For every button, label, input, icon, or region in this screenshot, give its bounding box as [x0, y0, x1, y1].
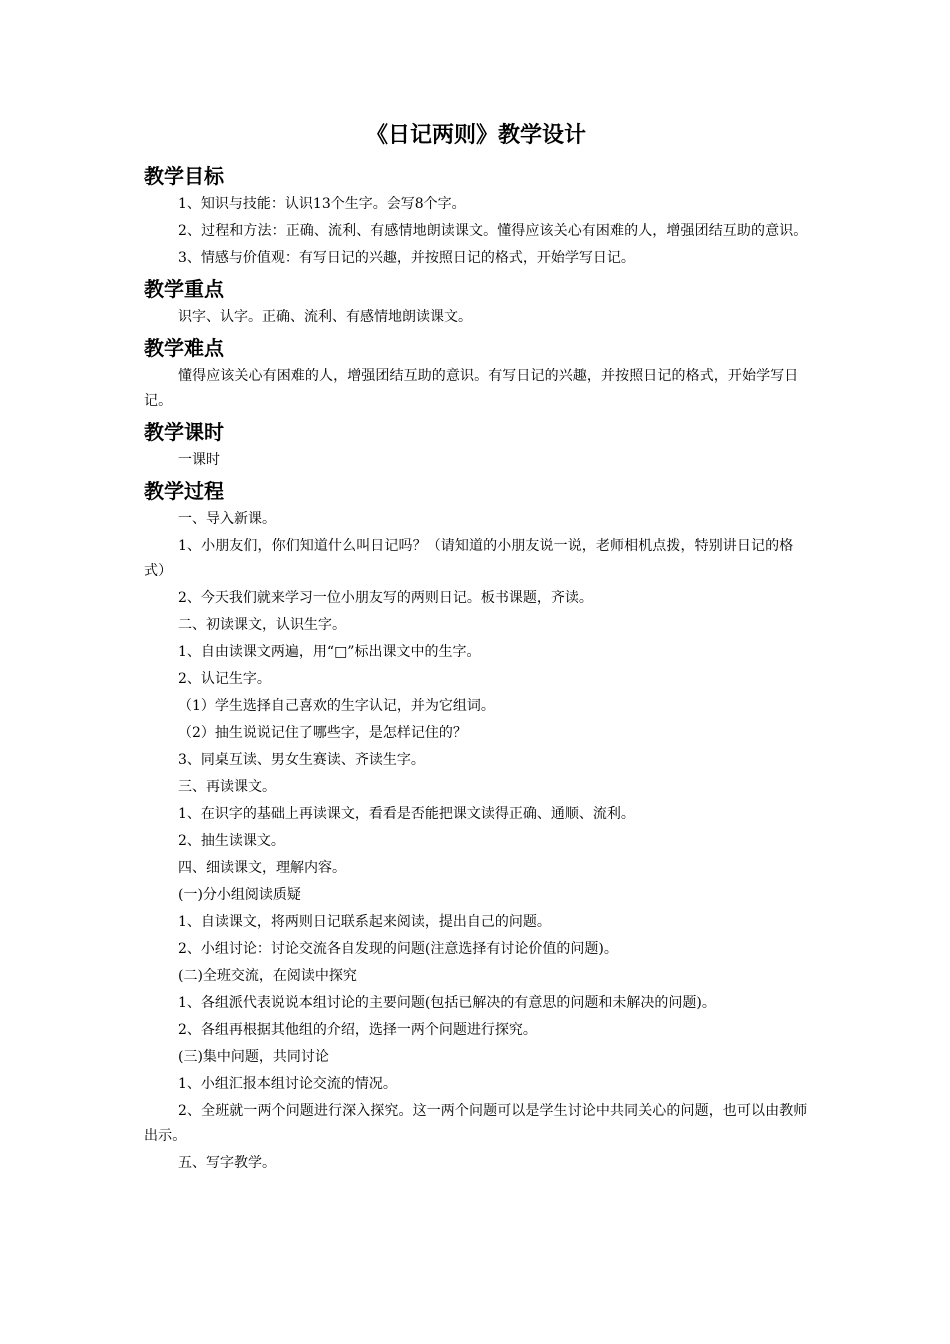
paragraph: 2、过程和方法：正确、流利、有感情地朗读课文。懂得应该关心有困难的人，增强团结互助的意识。 — [178, 223, 808, 239]
paragraph: 1、小组汇报本组讨论交流的情况。 — [178, 1076, 397, 1092]
section-difficulties — [144, 332, 808, 414]
paragraph: 2、抽生读课文。 — [178, 833, 285, 849]
section-heading: 教学课时 — [144, 420, 224, 444]
paragraph: (一)分小组阅读质疑 — [178, 887, 301, 903]
paragraph: （2）抽生说说记住了哪些字，是怎样记住的？ — [178, 725, 467, 741]
section-objectives — [144, 160, 808, 271]
paragraph: 1、知识与技能：认识13个生字。会写8个字。 — [178, 196, 466, 212]
paragraph: 2、各组再根据其他组的介绍，选择一两个问题进行探究。 — [178, 1022, 537, 1038]
paragraph: 一课时 — [178, 452, 220, 468]
paragraph: （1）学生选择自己喜欢的生字认记，并为它组词。 — [178, 698, 495, 714]
section-heading: 教学难点 — [144, 336, 224, 360]
section-process — [144, 475, 808, 1176]
section-heading: 教学重点 — [144, 277, 224, 301]
paragraph: 3、同桌互读、男女生赛读、齐读生字。 — [178, 752, 425, 768]
paragraph: (二)全班交流，在阅读中探究 — [178, 968, 357, 984]
paragraph: 1、自读课文，将两则日记联系起来阅读，提出自己的问题。 — [178, 914, 551, 930]
paragraph: 3、情感与价值观：有写日记的兴趣，并按照日记的格式，开始学写日记。 — [178, 250, 635, 266]
paragraph: (三)集中问题，共同讨论 — [178, 1049, 329, 1065]
paragraph: 1、自由读课文两遍，用“□”标出课文中的生字。 — [178, 644, 481, 660]
paragraph: 二、初读课文，认识生字。 — [178, 617, 346, 633]
section-class-hours — [144, 416, 808, 473]
paragraph: 2、认记生字。 — [178, 671, 271, 687]
paragraph: 2、小组讨论：讨论交流各自发现的问题(注意选择有讨论价值的问题)。 — [178, 941, 618, 957]
paragraph: 2、今天我们就来学习一位小朋友写的两则日记。板书课题，齐读。 — [178, 590, 593, 606]
section-key-points — [144, 273, 808, 330]
paragraph: 懂得应该关心有困难的人，增强团结互助的意识。有写日记的兴趣，并按照日记的格式，开始学写日记。 — [144, 368, 799, 409]
section-heading: 教学过程 — [144, 479, 224, 503]
paragraph: 五、写字教学。 — [178, 1155, 276, 1171]
paragraph: 1、各组派代表说说本组讨论的主要问题(包括已解决的有意思的问题和未解决的问题)。 — [178, 995, 716, 1011]
paragraph: 识字、认字。正确、流利、有感情地朗读课文。 — [178, 309, 472, 325]
document-body — [144, 116, 808, 1178]
paragraph: 1、在识字的基础上再读课文，看看是否能把课文读得正确、通顺、流利。 — [178, 806, 635, 822]
paragraph: 1、小朋友们，你们知道什么叫日记吗？（请知道的小朋友说一说，老师相机点拨，特别讲日记的格式） — [144, 538, 794, 579]
section-heading: 教学目标 — [144, 164, 224, 188]
document-title: 《日记两则》教学设计 — [365, 123, 586, 148]
paragraph: 一、导入新课。 — [178, 511, 276, 527]
paragraph: 2、全班就一两个问题进行深入探究。这一两个问题可以是学生讨论中共同关心的问题，也可以由教师出示。 — [144, 1103, 808, 1144]
paragraph: 四、细读课文，理解内容。 — [178, 860, 346, 876]
paragraph: 三、再读课文。 — [178, 779, 276, 795]
